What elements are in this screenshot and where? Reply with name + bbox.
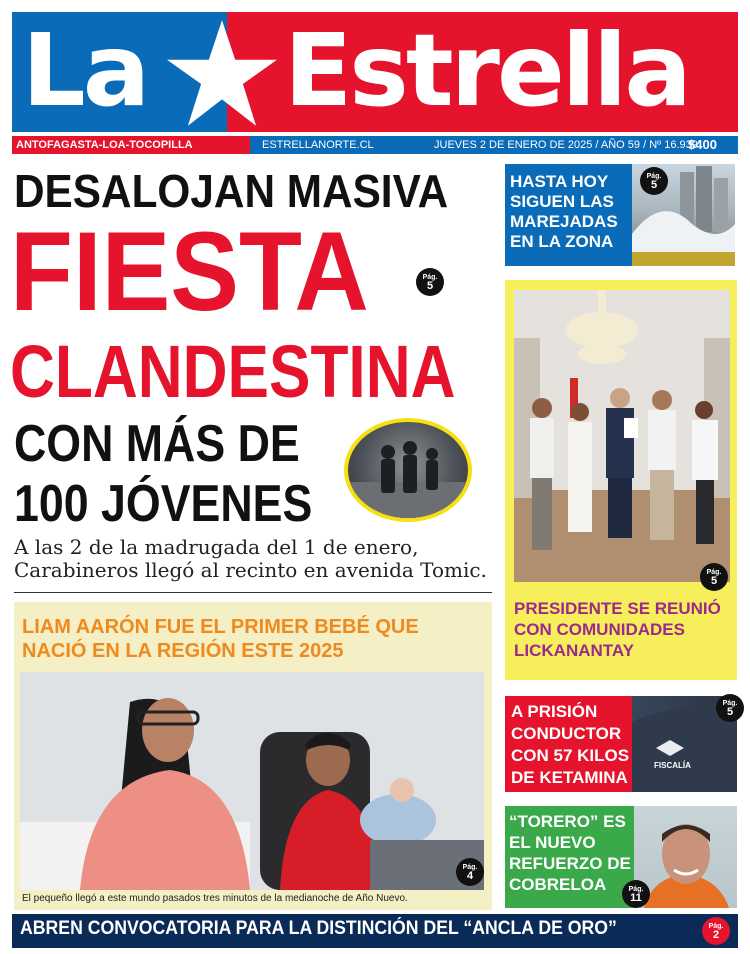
page-number: 5 [650, 179, 658, 191]
president-photo [514, 290, 730, 582]
torero-headline: “TORERO” ES EL NUEVO REFUERZO DE COBRELOA [509, 812, 631, 894]
surf-headline: HASTA HOY SIGUEN LAS MAREJADAS EN LA ZONA [510, 172, 618, 251]
page-label: Pág. [722, 700, 738, 707]
main-page-badge [416, 268, 444, 296]
prison-headline: A PRISIÓN CONDUCTOR CON 57 KILOS DE KETAMINA [511, 702, 630, 787]
main-body-line2: Carabineros llegó al recinto en avenida Tomic. [14, 558, 487, 582]
baby-photo [20, 672, 484, 890]
masthead [12, 12, 738, 132]
star-logo-icon [162, 18, 282, 128]
info-bar [12, 136, 738, 154]
page-number: 5 [426, 280, 434, 292]
price: $400 [688, 137, 717, 152]
baby-caption: El pequeño llegó a este mundo pasados tres minutos de la medianoche de Año Nuevo. [22, 893, 408, 904]
main-kicker: DESALOJAN MASIVA [14, 165, 449, 217]
bottom-banner-text: ABREN CONVOCATORIA PARA LA DISTINCIÓN DEL “ANCLA DE ORO” [20, 918, 617, 939]
page-label: Pág. [646, 173, 662, 180]
page-number: 11 [630, 892, 642, 904]
fiscalia-label: FISCALÍA [654, 761, 691, 770]
website-link[interactable]: ESTRELLANORTE.CL [262, 139, 374, 151]
bottom-page-badge [702, 917, 730, 945]
page-number: 5 [726, 706, 734, 718]
page-label: Pág. [628, 886, 644, 893]
main-subhead-line2: 100 JÓVENES [14, 475, 313, 533]
baby-headline-line1: LIAM AARÓN FUE EL PRIMER BEBÉ QUE [22, 616, 419, 638]
region-label: ANTOFAGASTA-LOA-TOCOPILLA [12, 136, 250, 154]
main-body-line1: A las 2 de la madrugada del 1 de enero, [14, 535, 419, 559]
prison-page-badge [716, 694, 744, 722]
party-photo [344, 418, 472, 522]
page-label: Pág. [708, 923, 724, 930]
page-label: Pág. [422, 274, 438, 281]
page-number: 5 [710, 575, 718, 587]
date-issue: JUEVES 2 DE ENERO DE 2025 / AÑO 59 / Nº 16.939 [434, 139, 698, 151]
main-headline-line2: CLANDESTINA [10, 330, 456, 413]
page-label: Pág. [462, 864, 478, 871]
divider [14, 592, 492, 593]
baby-headline-line2: NACIÓ EN LA REGIÓN ESTE 2025 [22, 640, 344, 662]
baby-page-badge [456, 858, 484, 886]
president-headline: PRESIDENTE SE REUNIÓ CON COMUNIDADES LICKANANTAY [514, 599, 721, 660]
president-page-badge [700, 563, 728, 591]
masthead-title-la: La [22, 12, 148, 129]
masthead-title-estrella: Estrella [284, 12, 689, 129]
main-subhead-line1: CON MÁS DE [14, 415, 300, 473]
main-headline-line1: FIESTA [10, 209, 369, 334]
page-number: 4 [466, 870, 474, 882]
surf-page-badge [640, 167, 668, 195]
page-label: Pág. [706, 569, 722, 576]
torero-page-badge [622, 880, 650, 908]
page-number: 2 [712, 929, 720, 941]
